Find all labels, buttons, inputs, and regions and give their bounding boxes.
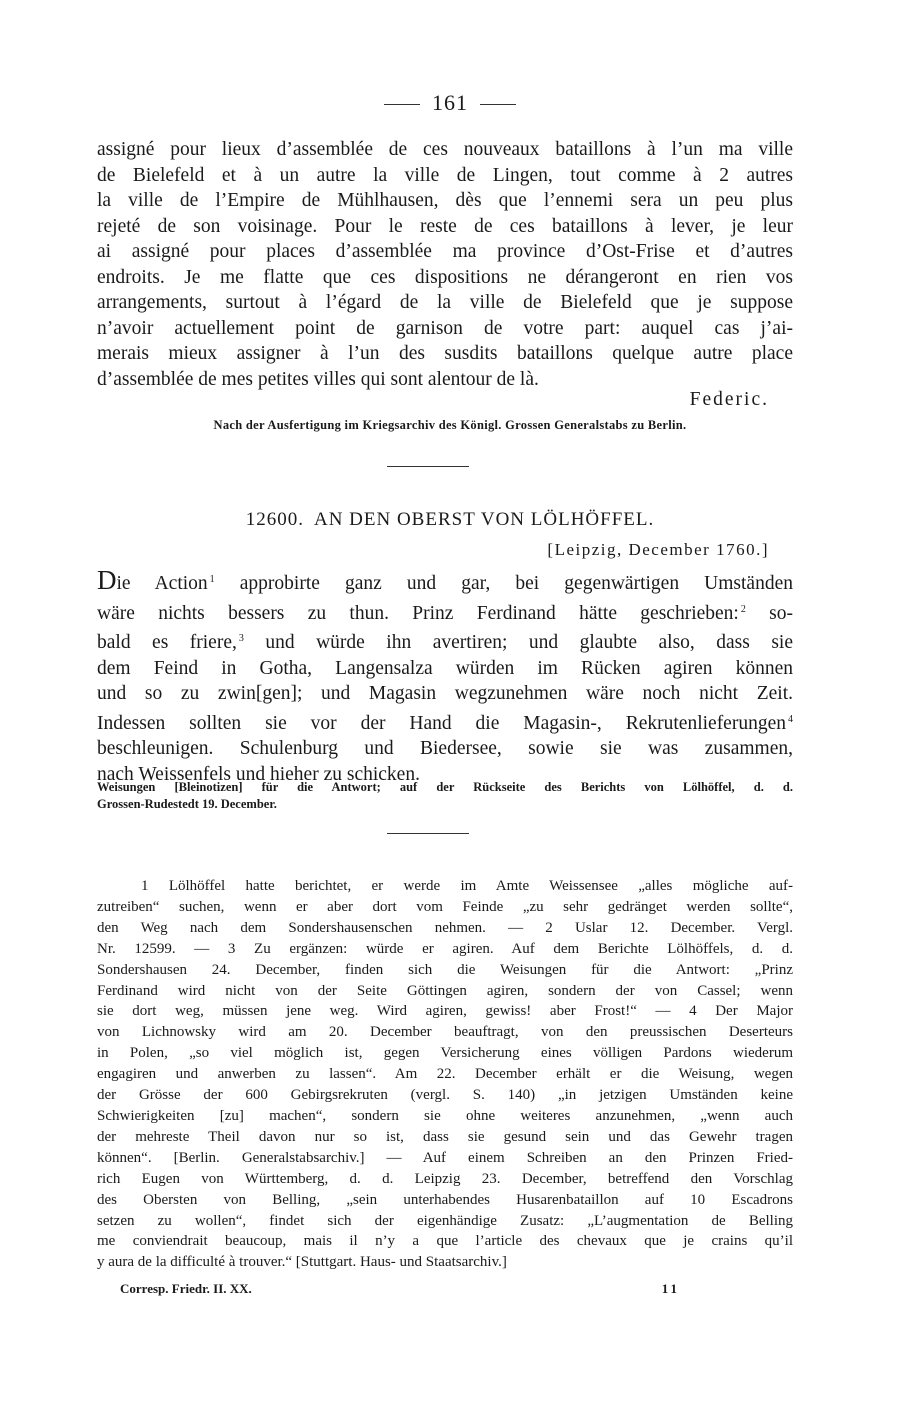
text-run: ie Action (116, 573, 208, 594)
text-line: merais mieux assigner à l’un des susdits bataillons quelque autre place (97, 343, 793, 364)
text-line: Weisungen [Bleinotizen] für die Antwort; auf der Rückseite des Berichts von Lölhöffel, d. d. (97, 780, 793, 794)
drop-cap: D (97, 565, 117, 595)
text-line: assigné pour lieux d’assemblée de ces nouveaux bataillons à l’un ma ville (97, 139, 793, 160)
footnote-reference[interactable]: 2 (740, 603, 746, 615)
text-line (97, 567, 793, 597)
text-line: können“. [Berlin. Generalstabsarchiv.] — Auf einem Schreiben an den Prinzen Fried- (97, 1149, 793, 1166)
footnote-divider (387, 833, 469, 834)
text-line: d’assemblée de mes petites villes qui sont alentour de là. (97, 368, 539, 390)
text-line (97, 736, 793, 762)
footnote-reference[interactable]: 4 (788, 713, 793, 725)
text-run: Indessen sollten sie vor der Hand die Magasin-, Rekrutenlieferungen (97, 712, 786, 734)
footer-signature-mark: 11 (661, 1281, 680, 1296)
letter-source-note: Nach der Ausfertigung im Kriegsarchiv des Königl. Grossen Generalstabs zu Berlin. (213, 418, 687, 432)
document-body (97, 567, 793, 787)
text-line: me conviendrait beaucoup, mais il n’y a que l’article des chevaux que je crains qu’il (97, 1233, 793, 1250)
text-line: in Polen, „so viel möglich ist, gegen Versicherung eines völligen Pardons wiederum (97, 1045, 793, 1062)
text-line (97, 681, 793, 707)
text-line: der mehreste Theil davon nur so ist, dass sie gesund sein und das Gewehr tragen (97, 1128, 793, 1145)
text-line: rich Eugen von Württemberg, d. d. Leipzig 23. December, betreffend den Vorschlag (97, 1170, 793, 1187)
text-line: 1 Lölhöffel hatte berichtet, er werde im Amte Weissensee „alles mögliche auf- (141, 878, 793, 894)
section-divider (387, 466, 469, 467)
text-run: wäre nichts bessers zu thun. Prinz Ferdinand hätte geschrieben: (97, 602, 739, 624)
text-line: Ferdinand wird nicht von der Seite Göttingen agiren, sondern der von Cassel; wenn (97, 982, 793, 999)
text-line (97, 626, 793, 656)
document-source-note (97, 779, 793, 813)
text-line: Sondershausen 24. December, finden sich die Weisungen für die Antwort: „Prinz (97, 961, 793, 978)
letter-signature: Federic. (689, 389, 769, 410)
text-line: den Weg nach dem Sondershausenschen nehmen. — 2 Uslar 12. December. Vergl. (97, 919, 793, 936)
text-run: und so zu zwin[gen]; und Magasin wegzunehmen wäre noch nicht Zeit. (97, 683, 793, 704)
text-line (97, 597, 793, 627)
text-line: zutreiben“ suchen, wenn er aber dort vom Feinde „zu sehr gedränget werden sollte“, (97, 898, 793, 915)
text-line: arrangements, surtout à l’égard de la ville de Bielefeld que je suppose (97, 292, 793, 313)
document-title: AN DEN OBERST VON LÖLHÖFFEL. (313, 509, 655, 530)
text-run: so- (745, 602, 793, 624)
text-line: n’avoir actuellement point de garnison de votre part: auquel cas j’ai- (97, 317, 793, 339)
footer-citation: Corresp. Friedr. II. XX. (120, 1281, 252, 1296)
text-line: rejeté de son voisinage. Pour le reste de ces bataillons à lever, je leur (97, 215, 793, 237)
text-line: setzen zu wollen“, findet sich der eigenhändige Zusatz: „L’augmentation de Belling (97, 1212, 793, 1229)
text-run: dem Feind in Gotha, Langensalza würden im Rücken agiren können (97, 657, 793, 679)
text-run: nach Weissenfels und hieher zu schicken. (97, 763, 420, 785)
text-line: von Lichnowsky wird am 20. December beauftragt, von den preussischen Deserteurs (97, 1024, 793, 1041)
footnote-reference[interactable]: 3 (238, 633, 244, 644)
text-line: des Obersten von Belling, „sein unterhabendes Husarenbataillon auf 10 Escadrons (97, 1191, 793, 1208)
text-line (97, 707, 793, 737)
text-line: Schwierigkeiten [zu] machen“, sondern sie ohne weiteres anzunehmen, „wenn auch (97, 1107, 793, 1124)
header-dash-right (480, 104, 516, 105)
text-line: de Bielefeld et à un autre la ville de Lingen, tout comme à 2 autres (97, 164, 793, 186)
document-number: 12600. (245, 509, 304, 530)
text-line: Nr. 12599. — 3 Zu ergänzen: würde er agiren. Auf dem Berichte Lölhöffels, d. d. (97, 940, 793, 957)
text-line: Grossen-Rudestedt 19. December. (97, 797, 277, 811)
text-line: ai assigné pour places d’assemblée ma province d’Ost-Frise et d’autres (97, 241, 793, 262)
document-place-date: [Leipzig, December 1760.] (547, 540, 769, 559)
text-run: beschleunigen. Schulenburg und Biedersee, sowie sie was zusammen, (97, 738, 793, 759)
text-run: bald es friere, (97, 632, 237, 653)
page-footer (120, 1281, 680, 1297)
page-number: 161 (432, 90, 468, 115)
text-line: engagiren und anwerben zu lassen“. Am 22. December erhält er die Weisung, wegen (97, 1066, 793, 1083)
page-header (0, 90, 900, 116)
footnote-reference[interactable]: 1 (209, 574, 215, 585)
text-run: approbirte ganz und gar, bei gegenwärtigen Umständen (214, 573, 793, 594)
text-line: endroits. Je me flatte que ces dispositions ne dérangeront en rien vos (97, 266, 793, 288)
header-dash-left (384, 104, 420, 105)
document-heading (0, 509, 900, 531)
footnotes (97, 876, 793, 1273)
text-line: der Grösse der 600 Gebirgsrekruten (vergl. S. 140) „in jetzigen Umständen keine (97, 1087, 793, 1104)
previous-letter-conclusion (97, 137, 793, 392)
text-run: und würde ihn avertiren; und glaubte also, dass sie (243, 632, 794, 653)
text-line: y aura de la difficulté à trouver.“ [Stuttgart. Haus- und Staatsarchiv.] (97, 1254, 507, 1271)
text-line: sie dort weg, müssen jene weg. Wird agiren, gewiss! aber Frost!“ — 4 Der Major (97, 1003, 793, 1020)
text-line (97, 656, 793, 682)
text-line: la ville de l’Empire de Mühlhausen, dès que l’ennemi sera un peu plus (97, 190, 793, 211)
